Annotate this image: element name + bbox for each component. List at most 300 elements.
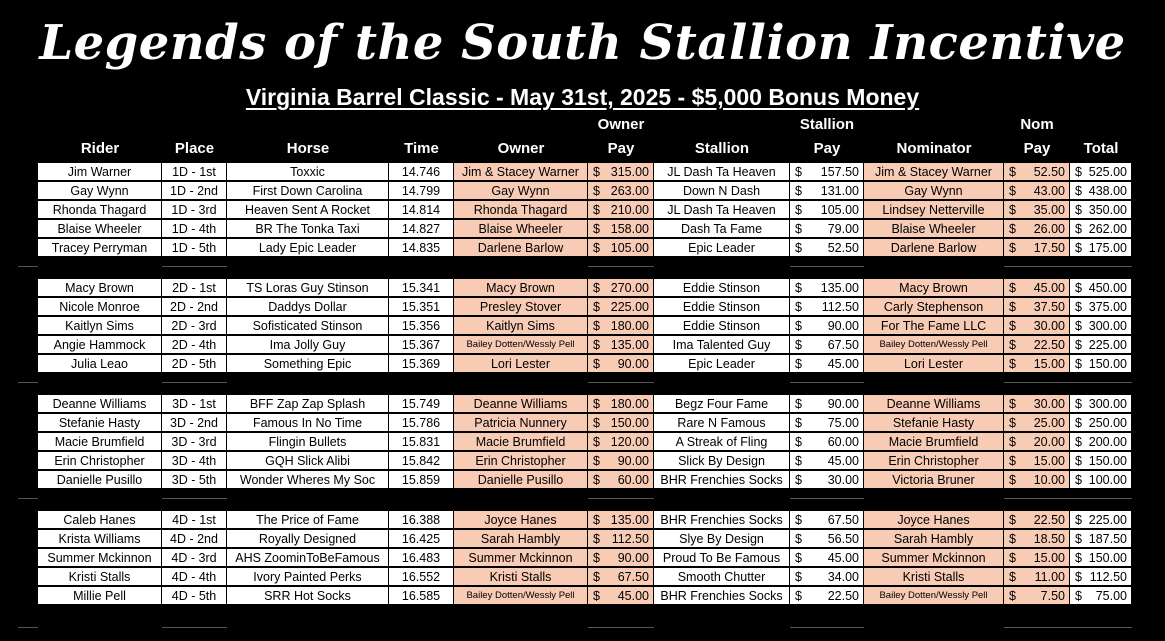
currency-symbol: $	[1075, 184, 1082, 198]
amount: 131.00	[820, 184, 859, 198]
cell-stallion: Rare N Famous	[654, 414, 790, 432]
amount: 90.00	[617, 357, 649, 371]
currency-symbol: $	[795, 589, 802, 603]
cell-owner: Blaise Wheeler	[454, 220, 588, 238]
currency-symbol: $	[795, 357, 802, 371]
cell-total	[1070, 182, 1132, 200]
cell-horse: The Price of Fame	[227, 511, 389, 529]
cell-nominator: Victoria Bruner	[864, 471, 1004, 489]
currency-symbol: $	[593, 222, 600, 236]
cell-place: 4D - 1st	[162, 511, 227, 529]
cell-time: 16.425	[389, 530, 454, 548]
currency-symbol: $	[795, 532, 802, 546]
currency-symbol: $	[1075, 532, 1082, 546]
table-row	[0, 433, 1165, 452]
cell-stallion: Ima Talented Guy	[654, 336, 790, 354]
cell-owner: Rhonda Thagard	[454, 201, 588, 219]
cell-rider: Nicole Monroe	[38, 298, 162, 316]
cell-nominator: Carly Stephenson	[864, 298, 1004, 316]
cell-stallion-pay	[790, 568, 864, 586]
header-time: Time	[404, 140, 439, 157]
cell-stallion-pay	[790, 587, 864, 605]
amount: 20.00	[1033, 435, 1065, 449]
cell-place: 2D - 3rd	[162, 317, 227, 335]
cell-owner-pay	[588, 433, 654, 451]
cell-rider: Kristi Stalls	[38, 568, 162, 586]
currency-symbol: $	[1075, 397, 1082, 411]
cell-total	[1070, 220, 1132, 238]
cell-owner: Bailey Dotten/Wessly Pell	[454, 336, 588, 354]
cell-stallion: BHR Frenchies Socks	[654, 511, 790, 529]
currency-symbol: $	[1009, 589, 1016, 603]
amount: 60.00	[827, 435, 859, 449]
currency-symbol: $	[593, 416, 600, 430]
table-row	[0, 587, 1165, 606]
amount: 263.00	[610, 184, 649, 198]
amount: 300.00	[1088, 319, 1127, 333]
cell-rider: Gay Wynn	[38, 182, 162, 200]
cell-time: 15.786	[389, 414, 454, 432]
cell-place: 1D - 3rd	[162, 201, 227, 219]
cell-nom-pay	[1004, 471, 1070, 489]
table-row	[0, 201, 1165, 220]
group-separator-line	[162, 382, 227, 383]
cell-nominator: Summer Mckinnon	[864, 549, 1004, 567]
cell-stallion: JL Dash Ta Heaven	[654, 163, 790, 181]
cell-stallion-pay	[790, 549, 864, 567]
cell-total	[1070, 317, 1132, 335]
group-separator-line	[588, 498, 654, 499]
header-stallion-pay-line2: Pay	[813, 140, 841, 157]
currency-symbol: $	[1009, 473, 1016, 487]
cell-place: 3D - 4th	[162, 452, 227, 470]
table-row	[0, 163, 1165, 182]
cell-owner-pay	[588, 336, 654, 354]
amount: 157.50	[820, 165, 859, 179]
amount: 315.00	[610, 165, 649, 179]
header-horse: Horse	[286, 140, 330, 157]
amount: 135.00	[610, 338, 649, 352]
amount: 150.00	[610, 416, 649, 430]
amount: 18.50	[1033, 532, 1065, 546]
cell-stallion-pay	[790, 511, 864, 529]
cell-owner: Deanne Williams	[454, 395, 588, 413]
cell-owner-pay	[588, 568, 654, 586]
currency-symbol: $	[795, 184, 802, 198]
cell-time: 15.831	[389, 433, 454, 451]
cell-horse: Something Epic	[227, 355, 389, 373]
amount: 15.00	[1033, 357, 1065, 371]
cell-rider: Tracey Perryman	[38, 239, 162, 257]
cell-stallion: Eddie Stinson	[654, 298, 790, 316]
cell-time: 15.351	[389, 298, 454, 316]
amount: 262.00	[1088, 222, 1127, 236]
cell-rider: Macie Brumfield	[38, 433, 162, 451]
currency-symbol: $	[1075, 241, 1082, 255]
group-separator-line	[1004, 498, 1132, 499]
amount: 250.00	[1088, 416, 1127, 430]
currency-symbol: $	[795, 338, 802, 352]
amount: 22.50	[1033, 338, 1065, 352]
amount: 150.00	[1088, 551, 1127, 565]
currency-symbol: $	[795, 473, 802, 487]
cell-time: 15.369	[389, 355, 454, 373]
cell-rider: Danielle Pusillo	[38, 471, 162, 489]
amount: 75.00	[1095, 589, 1127, 603]
cell-owner-pay	[588, 239, 654, 257]
header-nominator: Nominator	[896, 140, 972, 157]
cell-total	[1070, 471, 1132, 489]
header-stallion: Stallion	[694, 140, 750, 157]
cell-stallion: Epic Leader	[654, 239, 790, 257]
table-row	[0, 317, 1165, 336]
cell-nom-pay	[1004, 336, 1070, 354]
currency-symbol: $	[1075, 513, 1082, 527]
cell-owner-pay	[588, 511, 654, 529]
cell-time: 15.842	[389, 452, 454, 470]
currency-symbol: $	[1075, 300, 1082, 314]
currency-symbol: $	[593, 338, 600, 352]
cell-nom-pay	[1004, 239, 1070, 257]
cell-owner-pay	[588, 395, 654, 413]
currency-symbol: $	[1009, 513, 1016, 527]
cell-place: 3D - 5th	[162, 471, 227, 489]
currency-symbol: $	[1075, 222, 1082, 236]
amount: 52.50	[1033, 165, 1065, 179]
cell-total	[1070, 298, 1132, 316]
currency-symbol: $	[593, 532, 600, 546]
cell-time: 14.827	[389, 220, 454, 238]
table-row	[0, 452, 1165, 471]
cell-owner-pay	[588, 163, 654, 181]
cell-rider: Summer Mckinnon	[38, 549, 162, 567]
header-nom-pay-line2: Pay	[1023, 140, 1051, 157]
cell-owner-pay	[588, 355, 654, 373]
cell-nom-pay	[1004, 587, 1070, 605]
currency-symbol: $	[795, 435, 802, 449]
cell-horse: SRR Hot Socks	[227, 587, 389, 605]
currency-symbol: $	[593, 165, 600, 179]
amount: 375.00	[1088, 300, 1127, 314]
cell-place: 2D - 1st	[162, 279, 227, 297]
cell-stallion: Begz Four Fame	[654, 395, 790, 413]
amount: 52.50	[827, 241, 859, 255]
cell-stallion-pay	[790, 182, 864, 200]
cell-nominator: Blaise Wheeler	[864, 220, 1004, 238]
cell-nominator: Jim & Stacey Warner	[864, 163, 1004, 181]
cell-total	[1070, 530, 1132, 548]
cell-stallion: Slick By Design	[654, 452, 790, 470]
table-row	[0, 220, 1165, 239]
amount: 225.00	[1088, 338, 1127, 352]
amount: 22.50	[1033, 513, 1065, 527]
table-row	[0, 530, 1165, 549]
amount: 34.00	[827, 570, 859, 584]
currency-symbol: $	[795, 300, 802, 314]
cell-rider: Julia Leao	[38, 355, 162, 373]
currency-symbol: $	[1075, 570, 1082, 584]
amount: 67.50	[617, 570, 649, 584]
currency-symbol: $	[593, 300, 600, 314]
currency-symbol: $	[1009, 241, 1016, 255]
currency-symbol: $	[1075, 281, 1082, 295]
cell-place: 1D - 5th	[162, 239, 227, 257]
currency-symbol: $	[593, 435, 600, 449]
cell-stallion-pay	[790, 220, 864, 238]
cell-rider: Kaitlyn Sims	[38, 317, 162, 335]
cell-owner-pay	[588, 452, 654, 470]
cell-nom-pay	[1004, 530, 1070, 548]
amount: 210.00	[610, 203, 649, 217]
cell-nom-pay	[1004, 220, 1070, 238]
cell-rider: Rhonda Thagard	[38, 201, 162, 219]
currency-symbol: $	[1009, 184, 1016, 198]
currency-symbol: $	[593, 203, 600, 217]
currency-symbol: $	[1075, 473, 1082, 487]
amount: 30.00	[827, 473, 859, 487]
cell-stallion-pay	[790, 433, 864, 451]
amount: 45.00	[827, 454, 859, 468]
cell-owner: Kristi Stalls	[454, 568, 588, 586]
header-rider: Rider	[80, 140, 120, 157]
cell-time: 16.585	[389, 587, 454, 605]
cell-nominator: Sarah Hambly	[864, 530, 1004, 548]
footer-line	[162, 627, 227, 628]
currency-symbol: $	[795, 203, 802, 217]
table-row	[0, 414, 1165, 433]
amount: 158.00	[610, 222, 649, 236]
cell-nom-pay	[1004, 511, 1070, 529]
table-row	[0, 336, 1165, 355]
header-stallion-pay-line1: Stallion	[799, 116, 855, 133]
currency-symbol: $	[1075, 338, 1082, 352]
cell-total	[1070, 355, 1132, 373]
amount: 135.00	[610, 513, 649, 527]
cell-rider: Deanne Williams	[38, 395, 162, 413]
amount: 15.00	[1033, 551, 1065, 565]
cell-nom-pay	[1004, 317, 1070, 335]
cell-stallion: Epic Leader	[654, 355, 790, 373]
group-separator-line	[1004, 266, 1132, 267]
currency-symbol: $	[795, 454, 802, 468]
group-separator-line	[18, 266, 38, 267]
cell-owner-pay	[588, 317, 654, 335]
cell-stallion-pay	[790, 336, 864, 354]
cell-stallion-pay	[790, 317, 864, 335]
cell-time: 15.367	[389, 336, 454, 354]
currency-symbol: $	[1075, 454, 1082, 468]
currency-symbol: $	[1009, 397, 1016, 411]
amount: 79.00	[827, 222, 859, 236]
table-row	[0, 471, 1165, 490]
currency-symbol: $	[1009, 300, 1016, 314]
currency-symbol: $	[593, 319, 600, 333]
amount: 180.00	[610, 397, 649, 411]
currency-symbol: $	[1009, 222, 1016, 236]
cell-owner: Joyce Hanes	[454, 511, 588, 529]
cell-rider: Macy Brown	[38, 279, 162, 297]
group-separator-line	[790, 266, 864, 267]
amount: 30.00	[1033, 397, 1065, 411]
cell-rider: Krista Williams	[38, 530, 162, 548]
cell-stallion: JL Dash Ta Heaven	[654, 201, 790, 219]
cell-time: 15.341	[389, 279, 454, 297]
amount: 150.00	[1088, 357, 1127, 371]
cell-nominator: Erin Christopher	[864, 452, 1004, 470]
cell-stallion-pay	[790, 355, 864, 373]
cell-place: 4D - 4th	[162, 568, 227, 586]
cell-stallion-pay	[790, 163, 864, 181]
currency-symbol: $	[593, 281, 600, 295]
group-separator-line	[790, 382, 864, 383]
currency-symbol: $	[1075, 357, 1082, 371]
amount: 7.50	[1040, 589, 1065, 603]
cell-nom-pay	[1004, 568, 1070, 586]
cell-time: 16.388	[389, 511, 454, 529]
currency-symbol: $	[795, 513, 802, 527]
currency-symbol: $	[795, 241, 802, 255]
currency-symbol: $	[593, 473, 600, 487]
cell-nominator: Bailey Dotten/Wessly Pell	[864, 587, 1004, 605]
currency-symbol: $	[593, 551, 600, 565]
amount: 17.50	[1033, 241, 1065, 255]
currency-symbol: $	[593, 357, 600, 371]
cell-stallion-pay	[790, 239, 864, 257]
amount: 67.50	[827, 513, 859, 527]
currency-symbol: $	[593, 184, 600, 198]
cell-owner: Gay Wynn	[454, 182, 588, 200]
cell-nominator: Lindsey Netterville	[864, 201, 1004, 219]
cell-total	[1070, 414, 1132, 432]
cell-owner: Lori Lester	[454, 355, 588, 373]
header-total: Total	[1083, 140, 1119, 157]
cell-nominator: Deanne Williams	[864, 395, 1004, 413]
cell-horse: BR The Tonka Taxi	[227, 220, 389, 238]
cell-total	[1070, 549, 1132, 567]
cell-stallion: Eddie Stinson	[654, 279, 790, 297]
currency-symbol: $	[1075, 589, 1082, 603]
cell-horse: Sofisticated Stinson	[227, 317, 389, 335]
cell-place: 2D - 4th	[162, 336, 227, 354]
cell-owner-pay	[588, 182, 654, 200]
amount: 30.00	[1033, 319, 1065, 333]
currency-symbol: $	[1009, 551, 1016, 565]
cell-horse: Toxxic	[227, 163, 389, 181]
cell-owner: Patricia Nunnery	[454, 414, 588, 432]
currency-symbol: $	[593, 570, 600, 584]
currency-symbol: $	[593, 241, 600, 255]
cell-nominator: Macy Brown	[864, 279, 1004, 297]
cell-place: 1D - 4th	[162, 220, 227, 238]
currency-symbol: $	[1075, 165, 1082, 179]
amount: 90.00	[617, 551, 649, 565]
currency-symbol: $	[1009, 570, 1016, 584]
cell-owner: Macy Brown	[454, 279, 588, 297]
cell-time: 14.746	[389, 163, 454, 181]
amount: 45.00	[617, 589, 649, 603]
currency-symbol: $	[1009, 203, 1016, 217]
amount: 90.00	[827, 319, 859, 333]
cell-nominator: Gay Wynn	[864, 182, 1004, 200]
cell-place: 3D - 1st	[162, 395, 227, 413]
amount: 45.00	[827, 357, 859, 371]
cell-place: 3D - 3rd	[162, 433, 227, 451]
amount: 56.50	[827, 532, 859, 546]
currency-symbol: $	[795, 165, 802, 179]
currency-symbol: $	[593, 589, 600, 603]
cell-nominator: Joyce Hanes	[864, 511, 1004, 529]
page-subtitle: Virginia Barrel Classic - May 31st, 2025 - $5,000 Bonus Money	[245, 84, 920, 110]
currency-symbol: $	[1009, 281, 1016, 295]
cell-stallion-pay	[790, 395, 864, 413]
cell-horse: Flingin Bullets	[227, 433, 389, 451]
cell-horse: Heaven Sent A Rocket	[227, 201, 389, 219]
amount: 135.00	[820, 281, 859, 295]
cell-rider: Jim Warner	[38, 163, 162, 181]
currency-symbol: $	[1009, 532, 1016, 546]
cell-stallion: Smooth Chutter	[654, 568, 790, 586]
cell-owner-pay	[588, 549, 654, 567]
cell-place: 4D - 3rd	[162, 549, 227, 567]
cell-owner-pay	[588, 414, 654, 432]
cell-time: 14.835	[389, 239, 454, 257]
currency-symbol: $	[593, 397, 600, 411]
group-separator-line	[18, 498, 38, 499]
cell-horse: AHS ZoominToBeFamous	[227, 549, 389, 567]
cell-nom-pay	[1004, 182, 1070, 200]
cell-time: 16.552	[389, 568, 454, 586]
cell-place: 3D - 2nd	[162, 414, 227, 432]
cell-owner: Kaitlyn Sims	[454, 317, 588, 335]
group-separator-line	[18, 382, 38, 383]
cell-place: 2D - 2nd	[162, 298, 227, 316]
header-owner: Owner	[497, 140, 545, 157]
cell-rider: Stefanie Hasty	[38, 414, 162, 432]
header-owner-pay-line2: Pay	[607, 140, 635, 157]
table-row	[0, 511, 1165, 530]
amount: 225.00	[1088, 513, 1127, 527]
cell-horse: Ivory Painted Perks	[227, 568, 389, 586]
table-row	[0, 568, 1165, 587]
cell-owner: Macie Brumfield	[454, 433, 588, 451]
group-separator-line	[162, 498, 227, 499]
cell-stallion-pay	[790, 298, 864, 316]
table-row	[0, 182, 1165, 201]
amount: 200.00	[1088, 435, 1127, 449]
header-nom-pay-line1: Nom	[1020, 116, 1054, 133]
amount: 180.00	[610, 319, 649, 333]
amount: 112.50	[821, 300, 859, 314]
amount: 120.00	[610, 435, 649, 449]
amount: 105.00	[820, 203, 859, 217]
cell-nom-pay	[1004, 433, 1070, 451]
cell-horse: Wonder Wheres My Soc	[227, 471, 389, 489]
amount: 67.50	[827, 338, 859, 352]
cell-total	[1070, 433, 1132, 451]
amount: 75.00	[827, 416, 859, 430]
cell-time: 14.814	[389, 201, 454, 219]
amount: 90.00	[827, 397, 859, 411]
currency-symbol: $	[1009, 435, 1016, 449]
header-place: Place	[174, 140, 215, 157]
amount: 15.00	[1033, 454, 1065, 468]
table-row	[0, 239, 1165, 258]
cell-stallion-pay	[790, 530, 864, 548]
amount: 45.00	[1033, 281, 1065, 295]
amount: 35.00	[1033, 203, 1065, 217]
cell-stallion-pay	[790, 471, 864, 489]
cell-owner: Danielle Pusillo	[454, 471, 588, 489]
